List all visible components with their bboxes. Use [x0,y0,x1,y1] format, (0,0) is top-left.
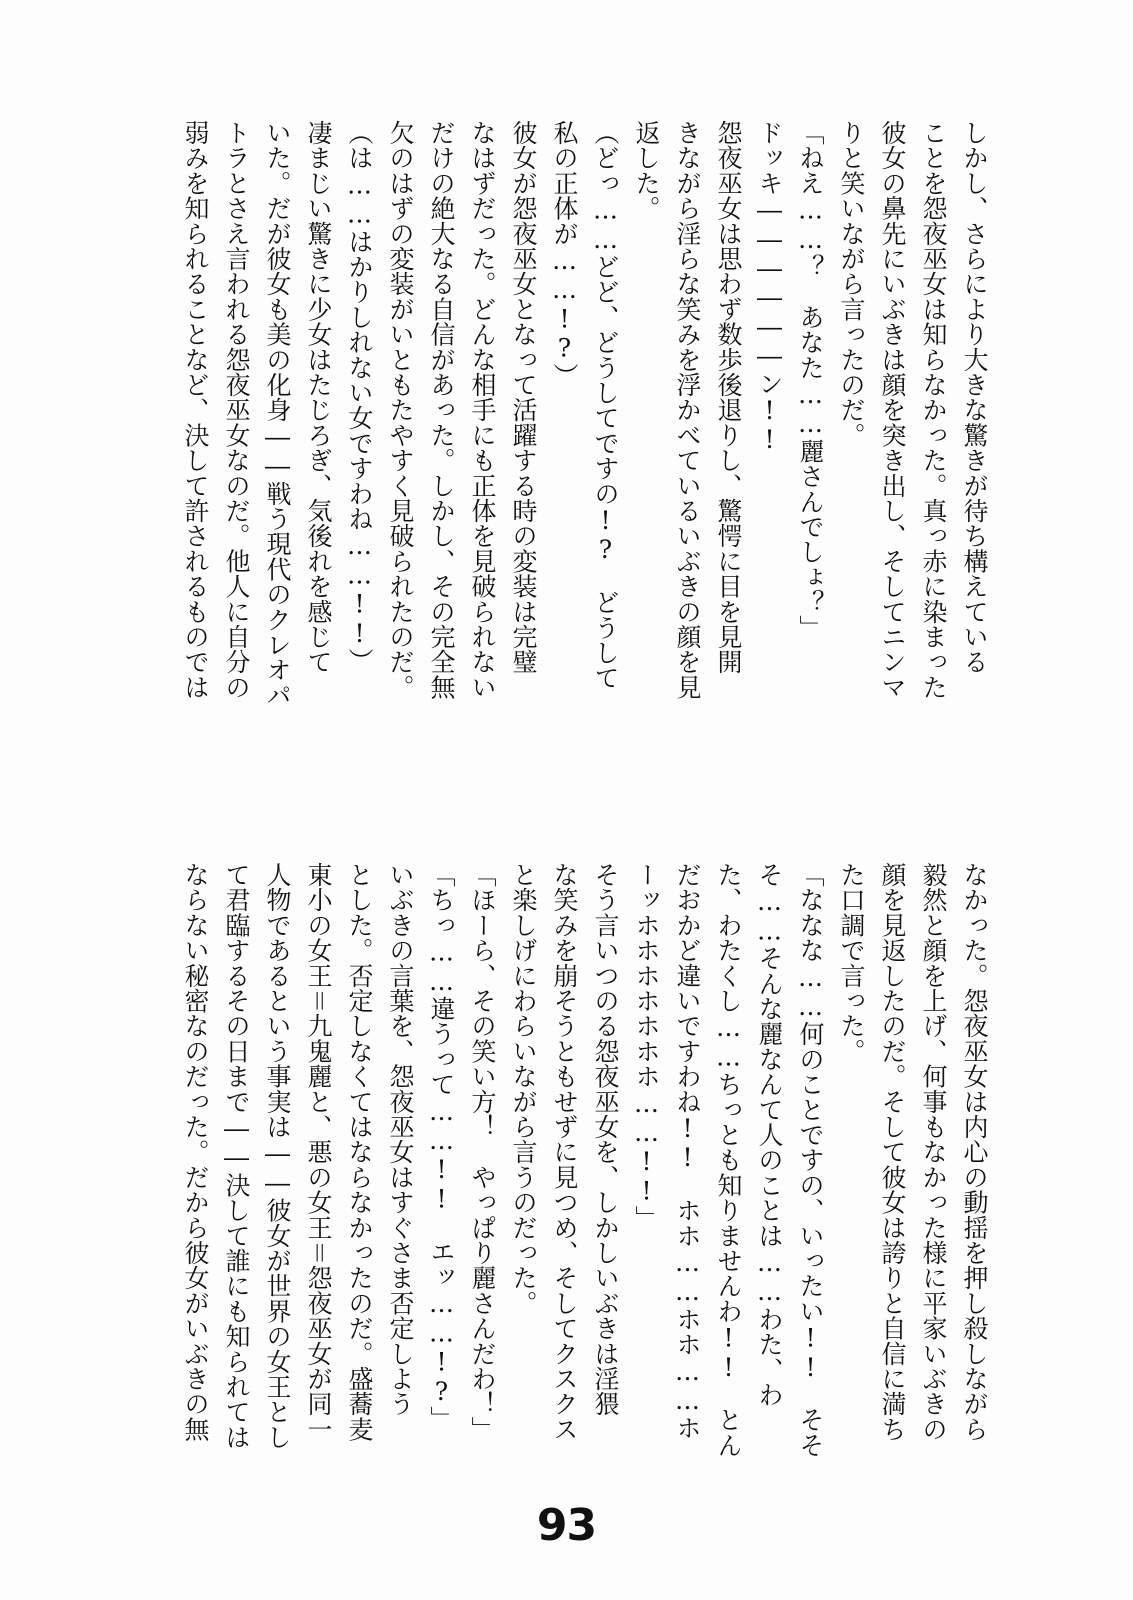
text-line: とした。否定しなくてはならなかったのだ。盛蕎麦 [345,862,374,1442]
text-line: そう言いつのる怨夜巫女を、しかしいぶきは淫猥 [591,862,620,1417]
text-line: た口調で言った。 [837,862,866,1064]
text-line: 彼女が怨夜巫女となって活躍する時の変装は完璧 [509,120,538,675]
text-line: 「ほーら、その笑い方！ やっぱり麗さんだわ！」 [468,862,497,1442]
text-line: 凄まじい驚きに少女はたじろぎ、気後れを感じて [304,120,333,675]
text-line: トラとさえ言われる怨夜巫女なのだ。他人に自分の [222,120,251,700]
text-line: 弱みを知られることなど、決して許されるものでは [181,120,210,700]
text-line: 「ちっ……違うって……!! エッ……!?」 [427,862,456,1432]
text-line: 私の正体が……!?） [550,120,579,388]
text-block-top [135,120,995,780]
text-line: だけの絶大なる自信があった。しかし、その完全無 [427,120,456,700]
text-line: ーッホホホホホホホ……!!」 [632,862,661,1231]
text-line: しかし、さらにより大きな驚きが待ち構えている [960,120,989,675]
text-line: た、わたくし……ちっとも知りませんわ!! とん [714,862,743,1458]
text-line: て君臨するその日まで――決して誰にも知られては [222,862,251,1450]
text-line: 人物であるという事実は――彼女が世界の女王とし [263,862,292,1450]
text-line: いぶきの言葉を、怨夜巫女はすぐさま否定しよう [386,862,415,1417]
text-line: 東小の女王＝九鬼麗と、悪の女王＝怨夜巫女が同一 [304,862,333,1442]
text-line: な笑みを崩そうともせずに見つめ、そしてクスクス [550,862,579,1442]
page-number: 93 [536,1500,597,1551]
text-block-bottom [135,862,995,1522]
text-line: 怨夜巫女は思わず数歩後退りし、驚愕に目を見開 [714,120,743,675]
text-line: そ……そんな麗なんて人のことは……わた、わ [755,862,784,1408]
text-line: ドッキ――――――ン!! [755,120,784,455]
text-line: 欠のはずの変装がいともたやすく見破られたのだ。 [386,120,415,700]
text-line: （どっ……どど、どうしてですの!? どうして [591,120,620,691]
text-line: と楽しげにわらいながら言うのだった。 [509,862,538,1316]
text-line: 彼女の鼻先にいぶきは顔を突き出し、そしてニンマ [878,120,907,700]
text-line: 毅然と顔を上げ、何事もなかった様に平家いぶきの [919,862,948,1442]
text-line: （は……はかりしれない女ですわね……!!） [345,120,374,674]
text-line: りと笑いながら言ったのだ。 [837,120,866,448]
text-line: なかった。怨夜巫女は内心の動揺を押し殺しながら [960,862,989,1442]
text-line: いた。だが彼女も美の化身――戦う現代のクレオパ [263,120,292,708]
text-line: なはずだった。どんな相手にも正体を見破られない [468,120,497,700]
text-line: 「ななな……何のことですの、いったい!! そそ [796,862,825,1458]
text-line: きながら淫らな笑みを浮かべているいぶきの顔を見 [673,120,702,700]
text-line: 「ねえ……？ あなた……麗さんでしょ？」 [796,120,825,640]
text-line: 顔を見返したのだ。そして彼女は誇りと自信に満ち [878,862,907,1442]
text-line: ならない秘密なのだった。だから彼女がいぶきの無 [181,862,210,1442]
text-line: ことを怨夜巫女は知らなかった。真っ赤に染まった [919,120,948,700]
text-line: 返した。 [632,120,661,221]
text-line: だおかど違いですわね!! ホホ……ホホ……ホ [673,862,702,1441]
